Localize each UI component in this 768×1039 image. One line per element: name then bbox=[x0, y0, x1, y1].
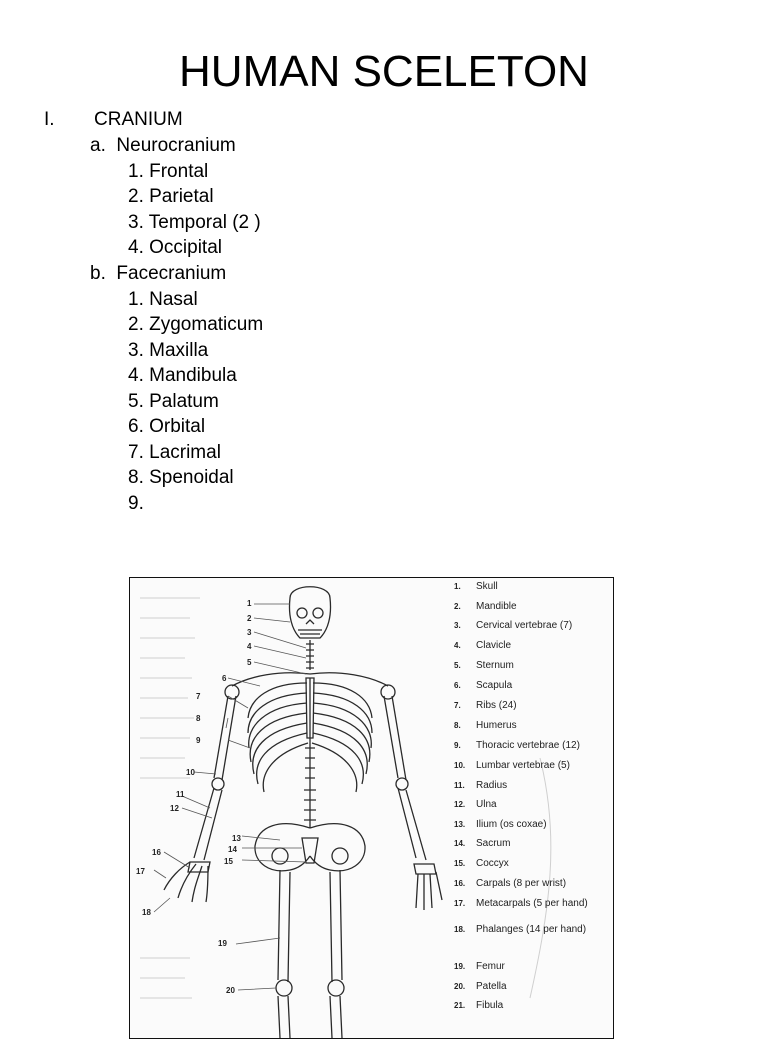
section-number: I. bbox=[44, 109, 55, 130]
list-item: 4. Occipital bbox=[128, 237, 222, 258]
list-item: 5. Palatum bbox=[128, 391, 219, 412]
group-b-heading bbox=[90, 262, 226, 286]
legend-number: 17. bbox=[454, 899, 466, 908]
callout-label: 2 bbox=[247, 614, 252, 623]
callout-label: 3 bbox=[247, 628, 252, 637]
callout-label: 5 bbox=[247, 658, 252, 667]
legend-item bbox=[454, 819, 606, 830]
callout-label: 7 bbox=[196, 692, 201, 701]
legend-text: Ribs (24) bbox=[476, 700, 517, 711]
legend-item bbox=[454, 640, 606, 651]
legend-number: 2. bbox=[454, 602, 461, 611]
group-a-letter: a. bbox=[90, 135, 106, 156]
legend-item bbox=[454, 780, 606, 791]
legend-number: 8. bbox=[454, 721, 461, 730]
legend-text: Coccyx bbox=[476, 858, 509, 869]
legend-number: 10. bbox=[454, 761, 466, 770]
legend-number: 5. bbox=[454, 661, 461, 670]
legend-item bbox=[454, 799, 606, 810]
legend-text: Femur bbox=[476, 961, 505, 972]
legend-text: Sternum bbox=[476, 660, 514, 671]
legend-text: Ulna bbox=[476, 799, 497, 810]
legend-number: 21. bbox=[454, 1001, 466, 1010]
legend-item bbox=[454, 760, 606, 771]
legend-text: Patella bbox=[476, 981, 507, 992]
callout-label: 10 bbox=[186, 768, 195, 777]
group-b-letter: b. bbox=[90, 263, 106, 284]
figure-legend bbox=[130, 578, 613, 1038]
legend-number: 15. bbox=[454, 859, 466, 868]
legend-text: Ilium (os coxae) bbox=[476, 819, 547, 830]
legend-item bbox=[454, 1000, 606, 1011]
legend-item bbox=[454, 838, 606, 849]
callout-label: 13 bbox=[232, 834, 241, 843]
legend-text: Mandible bbox=[476, 601, 517, 612]
list-item: 6. Orbital bbox=[128, 416, 206, 437]
legend-text: Skull bbox=[476, 581, 498, 592]
legend-text: Scapula bbox=[476, 680, 513, 691]
legend-text: Thoracic vertebrae (12) bbox=[476, 740, 580, 751]
group-a-name: Neurocranium bbox=[116, 135, 236, 156]
legend-number: 19. bbox=[454, 962, 466, 971]
legend-number: 1. bbox=[454, 582, 461, 591]
legend-number: 9. bbox=[454, 741, 461, 750]
legend-item bbox=[454, 660, 606, 671]
skeleton-figure bbox=[129, 577, 614, 1039]
legend-number: 12. bbox=[454, 800, 466, 809]
legend-number: 3. bbox=[454, 621, 461, 630]
callout-label: 18 bbox=[142, 908, 151, 917]
group-a-heading bbox=[90, 134, 236, 158]
list-item: 3. Temporal (2 ) bbox=[128, 212, 261, 233]
legend-number: 18. bbox=[454, 925, 466, 934]
callout-label: 19 bbox=[218, 939, 227, 948]
legend-item bbox=[454, 581, 606, 592]
legend-text: Clavicle bbox=[476, 640, 512, 651]
legend-number: 11. bbox=[454, 781, 465, 790]
legend-number: 14. bbox=[454, 839, 466, 848]
legend-text: Cervical vertebrae (7) bbox=[476, 620, 573, 631]
callout-label: 20 bbox=[226, 986, 235, 995]
callout-label: 4 bbox=[247, 642, 252, 651]
legend-item bbox=[454, 601, 606, 612]
legend-text: Carpals (8 per wrist) bbox=[476, 878, 567, 889]
legend-item bbox=[454, 898, 606, 909]
callout-label: 11 bbox=[176, 790, 185, 799]
legend-item bbox=[454, 878, 606, 889]
group-b-name: Facecranium bbox=[116, 263, 227, 284]
list-item: 9. bbox=[128, 493, 144, 514]
legend-number: 6. bbox=[454, 681, 461, 690]
legend-number: 16. bbox=[454, 879, 466, 888]
list-item: 7. Lacrimal bbox=[128, 442, 221, 463]
legend-item bbox=[454, 961, 606, 972]
callout-label: 8 bbox=[196, 714, 201, 723]
list-item: 2. Parietal bbox=[128, 186, 214, 207]
callout-label: 16 bbox=[152, 848, 161, 857]
legend-item bbox=[454, 858, 606, 869]
page-title: HUMAN SCELETON bbox=[179, 47, 589, 96]
legend-text: Lumbar vertebrae (5) bbox=[476, 760, 570, 771]
callout-label: 12 bbox=[170, 804, 179, 813]
list-item: 1. Frontal bbox=[128, 161, 209, 182]
legend-text: Fibula bbox=[476, 1000, 504, 1011]
legend-text: Sacrum bbox=[476, 838, 511, 849]
list-item: 4. Mandibula bbox=[128, 365, 237, 386]
callout-label: 14 bbox=[228, 845, 237, 854]
callout-label: 15 bbox=[224, 857, 233, 866]
legend-text: Humerus bbox=[476, 720, 517, 731]
legend-number: 4. bbox=[454, 641, 461, 650]
legend-text: Metacarpals (5 per hand) bbox=[476, 898, 588, 909]
callout-label: 6 bbox=[222, 674, 227, 683]
list-item: 1. Nasal bbox=[128, 289, 198, 310]
callout-label: 9 bbox=[196, 736, 201, 745]
legend-number: 13. bbox=[454, 820, 466, 829]
legend-item bbox=[454, 720, 606, 731]
legend-item bbox=[454, 680, 606, 691]
legend-item bbox=[454, 981, 606, 992]
legend-item bbox=[454, 924, 606, 935]
list-item: 3. Maxilla bbox=[128, 340, 209, 361]
legend-number: 20. bbox=[454, 982, 466, 991]
legend-item bbox=[454, 740, 606, 751]
list-item: 2. Zygomaticum bbox=[128, 314, 264, 335]
legend-item bbox=[454, 700, 606, 711]
legend-text: Phalanges (14 per hand) bbox=[476, 924, 587, 935]
section-title: CRANIUM bbox=[94, 109, 183, 130]
list-item: 8. Spenoidal bbox=[128, 467, 234, 488]
legend-text: Radius bbox=[476, 780, 508, 791]
legend-number: 7. bbox=[454, 701, 461, 710]
callout-label: 1 bbox=[247, 599, 252, 608]
callout-label: 17 bbox=[136, 867, 145, 876]
legend-item bbox=[454, 620, 606, 631]
